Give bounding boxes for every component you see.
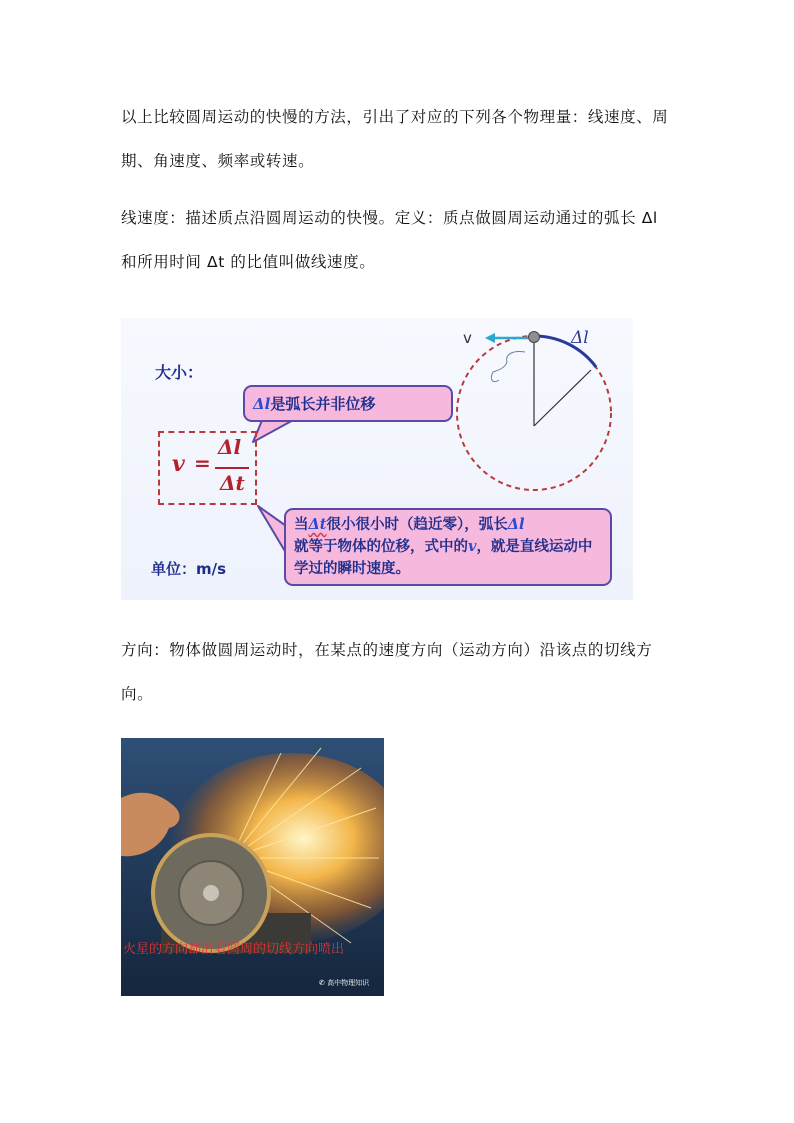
callout2-line2b: ，就是直线运动中学过的瞬时速度。 bbox=[294, 539, 593, 577]
velocity-arrow-head bbox=[485, 333, 495, 343]
arc-label: Δl bbox=[571, 328, 589, 348]
velocity-label: v bbox=[463, 329, 472, 347]
formula-denominator: Δt bbox=[220, 471, 245, 495]
formula-box bbox=[158, 431, 257, 505]
grinder-sparks-photo bbox=[121, 738, 384, 996]
radius-line-2 bbox=[534, 370, 591, 426]
formula-numerator: Δl bbox=[218, 435, 242, 459]
particle bbox=[529, 332, 540, 343]
watermark-text: 高中物理知识 bbox=[327, 979, 370, 987]
wheel-hub bbox=[203, 885, 219, 901]
size-label: 大小： bbox=[155, 363, 204, 382]
callout-arc-not-displacement bbox=[243, 385, 453, 422]
sketch-mark bbox=[491, 351, 525, 381]
photo-graphics bbox=[121, 738, 384, 996]
callout2-mid: 很小很小时（趋近零），弧长 bbox=[326, 517, 508, 533]
photo-watermark bbox=[319, 978, 369, 988]
callout2-pre: 当 bbox=[294, 517, 309, 533]
callout2-var1: Δt bbox=[308, 516, 327, 533]
unit-label: 单位：m/s bbox=[151, 560, 227, 578]
formula-equals: = bbox=[194, 451, 211, 475]
callout1-var: Δl bbox=[253, 395, 271, 413]
linear-velocity-diagram bbox=[121, 318, 633, 600]
callout1-text: 是弧长并非位移 bbox=[270, 395, 376, 413]
paragraph-direction: 方向：物体做圆周运动时，在某点的速度方向（运动方向）沿该点的切线方向。 bbox=[121, 641, 653, 703]
fraction-bar bbox=[215, 467, 249, 469]
photo-caption: 火星的方向都沿着圆周的切线方向喷出 bbox=[123, 942, 345, 957]
callout-instantaneous-velocity bbox=[284, 508, 612, 586]
paragraph-linear-velocity-definition: 线速度：描述质点沿圆周运动的快慢。定义：质点做圆周运动通过的弧长 Δl 和所用时间 Δt 的比值叫做线速度。 bbox=[121, 209, 658, 271]
paragraph-intro: 以上比较圆周运动的快慢的方法，引出了对应的下列各个物理量：线速度、周期、角速度、频率或转速。 bbox=[121, 108, 669, 170]
callout2-line2a: 就等于物体的位移，式中的 bbox=[294, 539, 468, 555]
formula-v: v bbox=[172, 451, 185, 477]
callout2-var3: v bbox=[468, 538, 477, 555]
wechat-icon: ✆ bbox=[319, 979, 325, 987]
callout2-var2: Δl bbox=[507, 516, 525, 533]
